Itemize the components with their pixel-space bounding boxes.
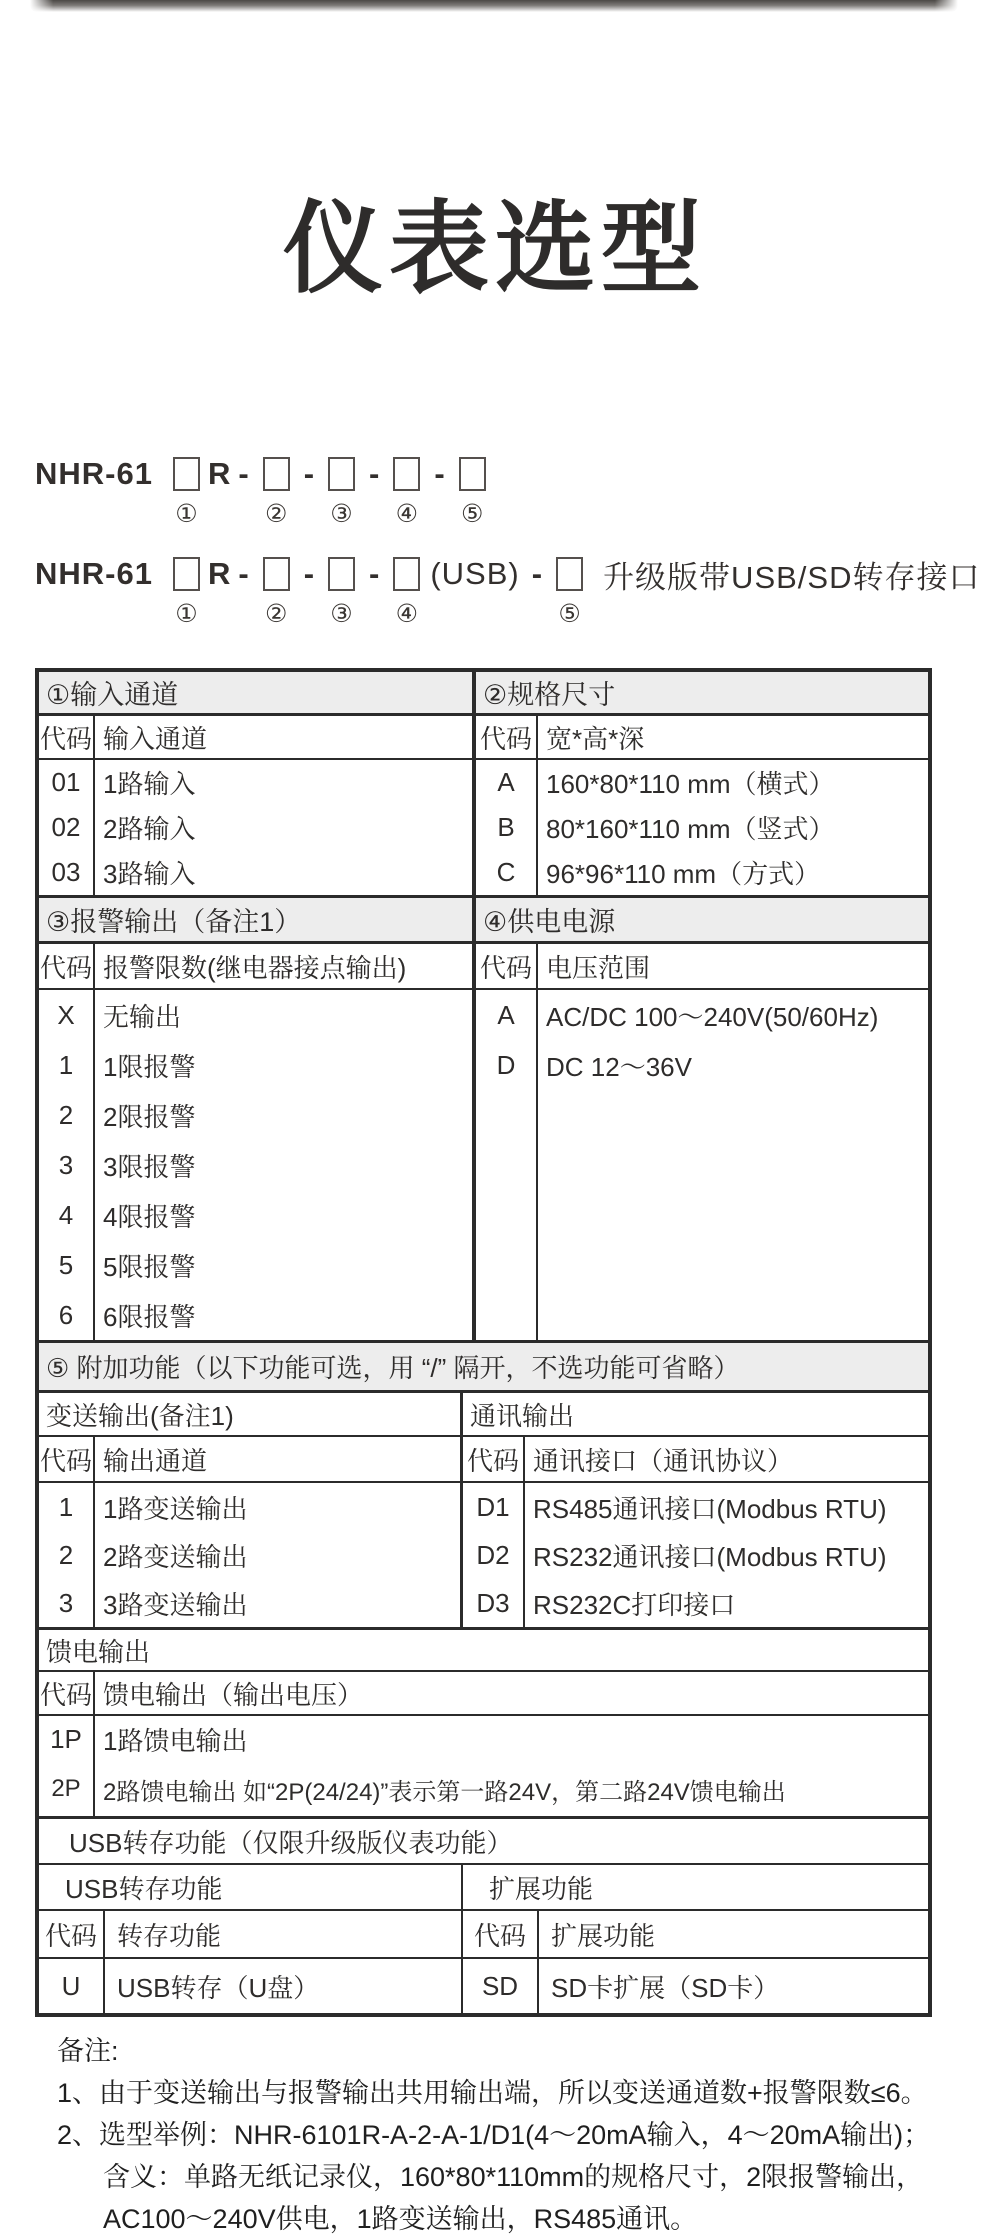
subheader-row bbox=[463, 1437, 928, 1483]
panel-title: USB转存功能 bbox=[39, 1865, 461, 1911]
marker-1: ① bbox=[175, 500, 198, 528]
code-value: C bbox=[476, 850, 538, 895]
desc-value: 160*80*110 mm（横式） bbox=[546, 769, 835, 799]
marker-4: ④ bbox=[395, 500, 419, 528]
code-value: D bbox=[476, 1040, 538, 1090]
subheader-row bbox=[463, 1911, 928, 1959]
dash: - bbox=[238, 556, 249, 591]
subheader-row bbox=[39, 944, 472, 990]
section-title: ②规格尺寸 bbox=[476, 672, 928, 716]
subheader-row bbox=[476, 716, 928, 760]
remark-line-2: 2、选型举例：NHR-6101R-A-2-A-1/D1(4～20mA输入，4～20mA输出)； bbox=[57, 2120, 931, 2150]
code-header: 代码 bbox=[39, 1911, 105, 1957]
table-row bbox=[39, 1579, 460, 1627]
code-value: A bbox=[476, 760, 538, 805]
desc-value: 无输出 bbox=[103, 1001, 182, 1032]
code-value: 1 bbox=[39, 1040, 95, 1090]
model-prefix: NHR-61 bbox=[35, 456, 153, 491]
desc-header: 通讯接口（通讯协议） bbox=[533, 1445, 794, 1476]
panel-title: 扩展功能 bbox=[463, 1865, 928, 1911]
section-additional-title: ⑤ 附加功能（以下功能可选，用 “/” 隔开，不选功能可省略） bbox=[39, 1343, 928, 1390]
table-row bbox=[39, 1090, 472, 1140]
model-code-block bbox=[35, 452, 981, 652]
model-box-1 bbox=[173, 457, 200, 528]
model-line-standard bbox=[35, 452, 965, 528]
model-box-4 bbox=[393, 457, 420, 528]
model-r: R bbox=[207, 456, 231, 491]
empty-desc-cell bbox=[538, 1090, 928, 1340]
desc-header: 扩展功能 bbox=[551, 1920, 656, 1951]
section-title: ③报警输出（备注1） bbox=[39, 898, 472, 944]
desc-value: RS232C打印接口 bbox=[533, 1589, 736, 1620]
desc-header: 输出通道 bbox=[103, 1445, 208, 1476]
remark-line-1: 1、由于变送输出与报警输出共用输出端，所以变送通道数+报警限数≤6。 bbox=[57, 2078, 928, 2108]
panel-title: 通讯输出 bbox=[463, 1393, 928, 1437]
panel-title: 变送输出(备注1) bbox=[39, 1393, 460, 1437]
desc-value: 1路变送输出 bbox=[103, 1493, 248, 1524]
code-value: 01 bbox=[39, 760, 95, 805]
model-box-1 bbox=[173, 557, 200, 628]
dash: - bbox=[303, 456, 315, 491]
marker-1: ① bbox=[175, 600, 198, 628]
band-alarm-power bbox=[39, 898, 928, 1343]
subheader-row bbox=[39, 1911, 461, 1959]
dash: - bbox=[369, 556, 380, 591]
code-value: SD bbox=[463, 1959, 539, 2013]
section-power-supply bbox=[476, 898, 928, 1340]
desc-value: AC/DC 100～240V(50/60Hz) bbox=[546, 1001, 879, 1032]
dash: - bbox=[434, 456, 445, 491]
table-row bbox=[39, 1040, 472, 1090]
remark-line-3: 含义：单路无纸记录仪，160*80*110mm的规格尺寸，2限报警输出， bbox=[103, 2162, 924, 2192]
marker-2: ② bbox=[264, 600, 288, 628]
code-value: 1 bbox=[39, 1483, 95, 1531]
code-value: 1P bbox=[39, 1716, 95, 1762]
code-value: 3 bbox=[39, 1579, 95, 1627]
desc-value: DC 12～36V bbox=[546, 1051, 692, 1082]
table-row bbox=[463, 1483, 928, 1531]
subheader-row bbox=[476, 944, 928, 990]
desc-value: 2路变送输出 bbox=[103, 1541, 248, 1572]
marker-3: ③ bbox=[330, 500, 353, 528]
empty-code-cell bbox=[476, 1090, 538, 1340]
remark-line-4: AC100～240V供电，1路变送输出，RS485通讯。 bbox=[103, 2204, 698, 2234]
desc-header: 宽*高*深 bbox=[546, 723, 645, 754]
desc-header: 输入通道 bbox=[103, 723, 208, 754]
model-box-4 bbox=[393, 557, 420, 628]
code-value: A bbox=[476, 990, 538, 1040]
code-value: D1 bbox=[463, 1483, 525, 1531]
code-value: 2P bbox=[39, 1762, 95, 1816]
code-value: D3 bbox=[463, 1579, 525, 1627]
table-row bbox=[476, 805, 928, 850]
section-title: ④供电电源 bbox=[476, 898, 928, 944]
panel-title: 馈电输出 bbox=[39, 1630, 928, 1672]
table-row bbox=[476, 850, 928, 895]
desc-value: 2路输入 bbox=[103, 814, 196, 844]
code-header: 代码 bbox=[463, 1437, 525, 1481]
marker-3: ③ bbox=[330, 600, 353, 628]
desc-value: RS485通讯接口(Modbus RTU) bbox=[533, 1493, 887, 1524]
subheader-row bbox=[39, 1672, 928, 1716]
desc-header: 馈电输出（输出电压） bbox=[103, 1679, 364, 1710]
usb-section-title: USB转存功能（仅限升级版仪表功能） bbox=[39, 1819, 928, 1865]
subheader-row bbox=[39, 716, 472, 760]
code-value: 5 bbox=[39, 1240, 95, 1290]
code-header: 代码 bbox=[39, 1437, 95, 1481]
desc-value: 3限报警 bbox=[103, 1151, 196, 1182]
desc-value: 2限报警 bbox=[103, 1101, 196, 1132]
marker-2: ② bbox=[264, 500, 288, 528]
model-box-2 bbox=[263, 557, 290, 628]
marker-4: ④ bbox=[395, 600, 419, 628]
desc-header: 电压范围 bbox=[546, 952, 651, 983]
code-header: 代码 bbox=[39, 716, 95, 758]
desc-value: 2路馈电输出 如“2P(24/24)”表示第一路24V，第二路24V馈电输出 bbox=[103, 1778, 786, 1806]
selection-table bbox=[35, 668, 932, 2017]
table-row bbox=[39, 1290, 472, 1340]
section-expansion bbox=[463, 1865, 928, 2013]
desc-value: 3路输入 bbox=[103, 859, 196, 889]
desc-value: 4限报警 bbox=[103, 1201, 196, 1232]
section-input-channel bbox=[39, 672, 476, 895]
band-transmit-comm bbox=[39, 1393, 928, 1630]
desc-value: SD卡扩展（SD卡） bbox=[551, 1972, 780, 2003]
code-header: 代码 bbox=[476, 716, 538, 758]
desc-value: 1限报警 bbox=[103, 1051, 196, 1082]
desc-header: 报警限数(继电器接点输出) bbox=[103, 952, 407, 983]
band-feed-power bbox=[39, 1630, 928, 1819]
band-additional-header bbox=[39, 1343, 928, 1393]
upgrade-suffix: 升级版带USB/SD转存接口 bbox=[603, 559, 981, 595]
table-row bbox=[463, 1531, 928, 1579]
marker-5: ⑤ bbox=[558, 600, 581, 628]
section-title: ①输入通道 bbox=[39, 672, 472, 716]
table-row bbox=[463, 1579, 928, 1627]
table-row bbox=[39, 1762, 928, 1816]
section-size bbox=[476, 672, 928, 895]
dash: - bbox=[303, 556, 315, 591]
band-input-size bbox=[39, 672, 928, 898]
table-row bbox=[39, 1140, 472, 1190]
table-row bbox=[39, 850, 472, 895]
desc-value: 1路输入 bbox=[103, 769, 196, 799]
dash: - bbox=[238, 456, 249, 491]
table-row bbox=[39, 1716, 928, 1762]
model-box-5 bbox=[556, 557, 583, 628]
model-box-2 bbox=[263, 457, 290, 528]
desc-value: 80*160*110 mm（竖式） bbox=[546, 814, 835, 844]
table-row bbox=[476, 760, 928, 805]
code-header: 代码 bbox=[463, 1911, 539, 1957]
model-box-3 bbox=[328, 557, 355, 628]
table-row bbox=[39, 1483, 460, 1531]
desc-value: 1路馈电输出 bbox=[103, 1725, 248, 1756]
table-row bbox=[39, 760, 472, 805]
model-r: R bbox=[207, 556, 231, 591]
remarks-block bbox=[57, 2030, 967, 2240]
table-row bbox=[39, 805, 472, 850]
dash: - bbox=[369, 456, 380, 491]
code-value: 2 bbox=[39, 1090, 95, 1140]
table-row bbox=[39, 1240, 472, 1290]
desc-value: RS232通讯接口(Modbus RTU) bbox=[533, 1541, 887, 1572]
code-header: 代码 bbox=[39, 1672, 95, 1714]
desc-value: USB转存（U盘） bbox=[117, 1972, 320, 2003]
marker-5: ⑤ bbox=[460, 500, 484, 528]
code-value: 3 bbox=[39, 1140, 95, 1190]
table-row bbox=[39, 990, 472, 1040]
table-row bbox=[39, 1959, 461, 2013]
table-row bbox=[476, 990, 928, 1040]
model-prefix: NHR-61 bbox=[35, 556, 153, 591]
code-value: B bbox=[476, 805, 538, 850]
page-title: 仪表选型 bbox=[283, 193, 707, 305]
table-row bbox=[39, 1190, 472, 1240]
desc-header: 转存功能 bbox=[117, 1920, 222, 1951]
section-comm-output bbox=[463, 1393, 928, 1627]
desc-value: 6限报警 bbox=[103, 1301, 196, 1332]
table-row bbox=[476, 1040, 928, 1090]
code-header: 代码 bbox=[39, 944, 95, 988]
code-value: U bbox=[39, 1959, 105, 2013]
code-value: 02 bbox=[39, 805, 95, 850]
usb-columns bbox=[39, 1865, 928, 2013]
table-row bbox=[39, 1531, 460, 1579]
empty-filler bbox=[476, 1090, 928, 1340]
code-header: 代码 bbox=[476, 944, 538, 988]
usb-label: (USB) bbox=[430, 556, 520, 591]
desc-value: 5限报警 bbox=[103, 1251, 196, 1282]
subheader-row bbox=[39, 1437, 460, 1483]
band-usb bbox=[39, 1819, 928, 2013]
desc-value: 3路变送输出 bbox=[103, 1589, 248, 1620]
model-box-3 bbox=[328, 457, 355, 528]
code-value: D2 bbox=[463, 1531, 525, 1579]
model-line-usb-version bbox=[35, 552, 981, 628]
code-value: 6 bbox=[39, 1290, 95, 1340]
code-value: 03 bbox=[39, 850, 95, 895]
model-box-5 bbox=[459, 457, 486, 528]
remarks-label: 备注: bbox=[57, 2036, 119, 2066]
dash: - bbox=[531, 556, 543, 591]
table-row bbox=[463, 1959, 928, 2013]
code-value: X bbox=[39, 990, 95, 1040]
code-value: 2 bbox=[39, 1531, 95, 1579]
section-usb-dump bbox=[39, 1865, 463, 2013]
section-transmit-output bbox=[39, 1393, 463, 1627]
top-shadow-bar bbox=[30, 0, 958, 12]
desc-value: 96*96*110 mm（方式） bbox=[546, 859, 821, 889]
section-alarm-output bbox=[39, 898, 476, 1340]
code-value: 4 bbox=[39, 1190, 95, 1240]
